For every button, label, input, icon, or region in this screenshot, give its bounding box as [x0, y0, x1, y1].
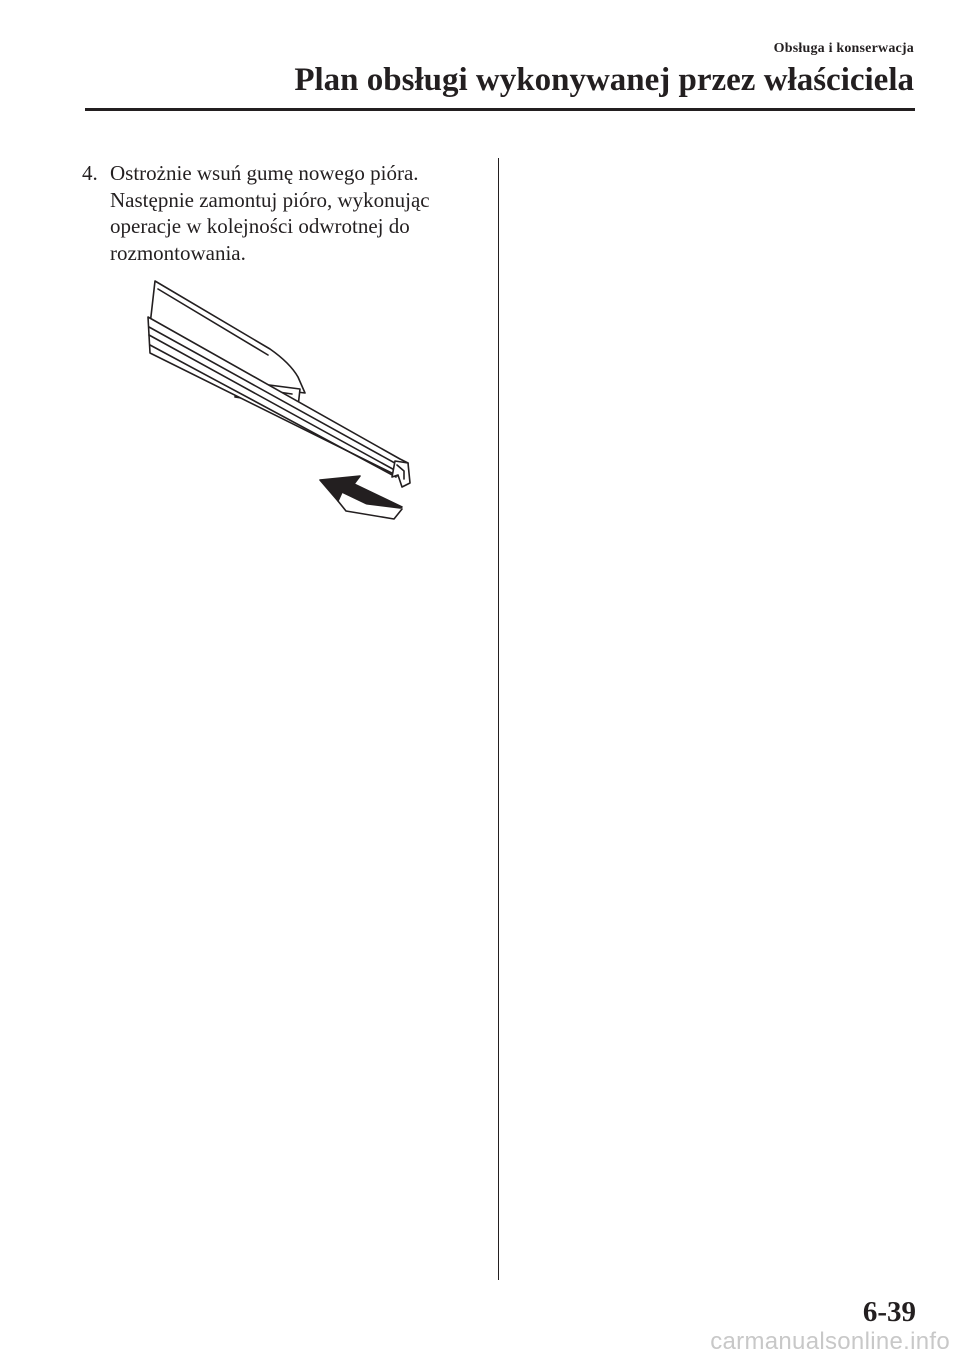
rubber-insert — [392, 461, 410, 487]
watermark: carmanualsonline.info — [710, 1328, 950, 1355]
section-label: Obsługa i konserwacja — [773, 41, 914, 56]
wiper-blade-illustration — [140, 275, 430, 525]
header-rule — [85, 108, 915, 111]
step-text: Ostrożnie wsuń gumę nowego pióra. Następnie zamontuj pióro, wykonując operacje w kolejności odwrotnej do rozmontowania. — [110, 161, 430, 265]
column-divider — [498, 158, 499, 1280]
page-title: Plan obsługi wykonywanej przez właściciela — [294, 62, 914, 98]
page-number: 6-39 — [862, 1296, 916, 1328]
step-number: 4. — [82, 161, 98, 185]
instruction-step — [82, 160, 482, 266]
